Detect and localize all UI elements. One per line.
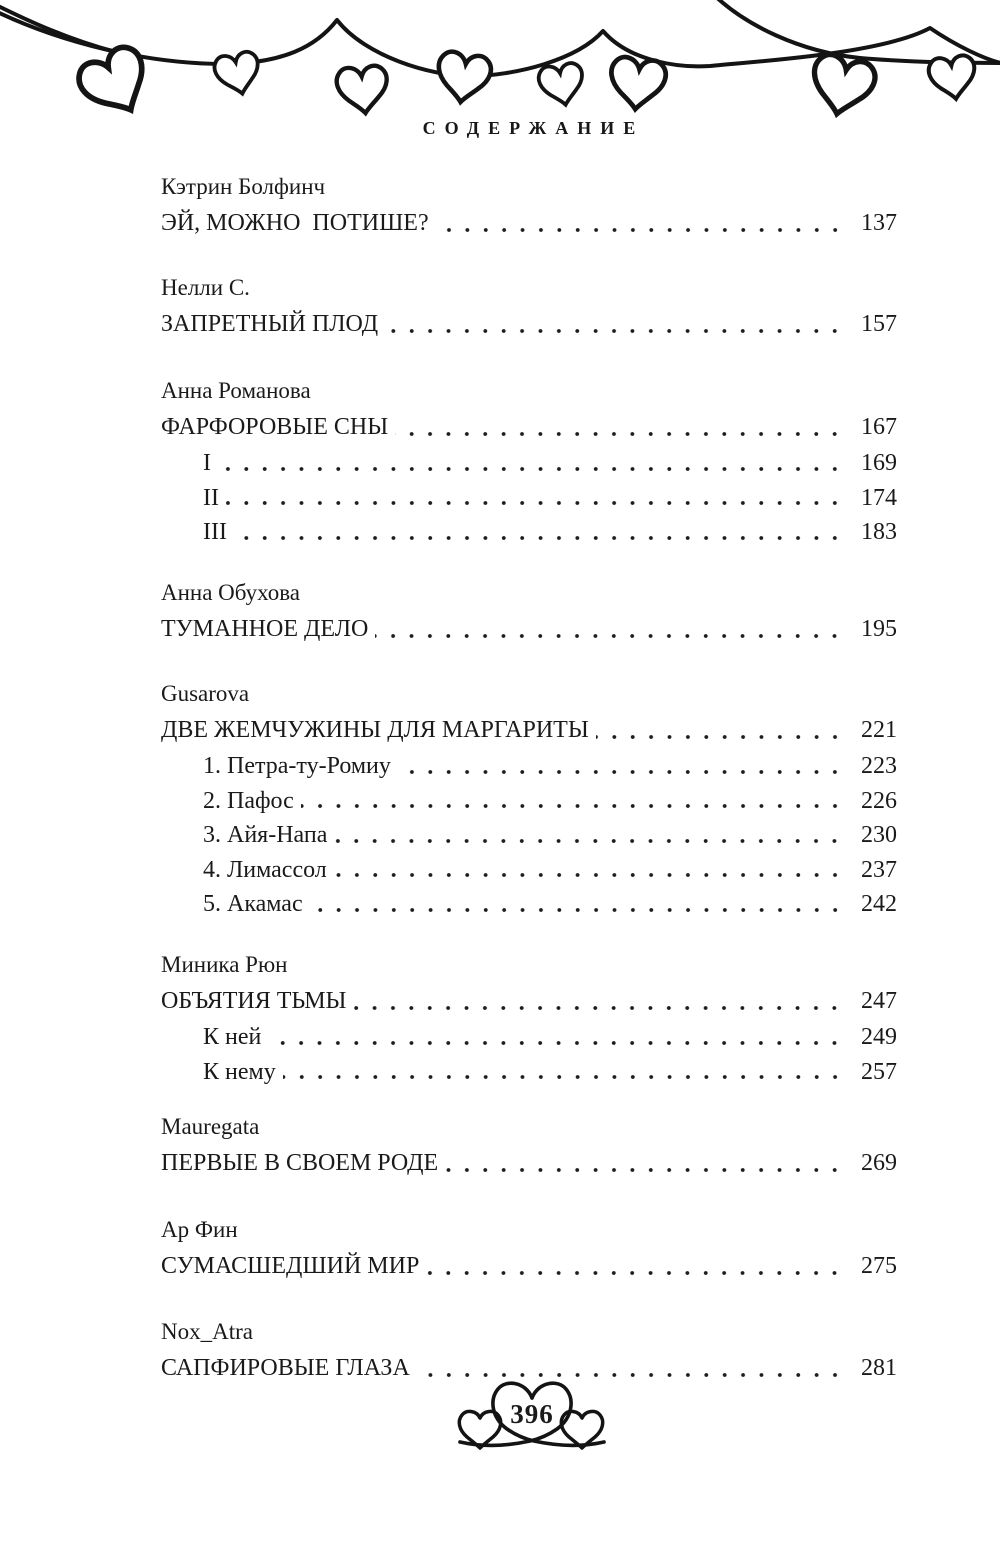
toc-entry — [161, 946, 897, 1089]
toc-sub-title: К ней — [203, 1024, 262, 1050]
toc-sub-page-number: 223 — [861, 753, 897, 779]
toc-sub-list — [161, 446, 897, 550]
toc-sub-title: 4. Лимассол — [203, 856, 327, 883]
toc-title: ФАРФОРОВЫЕ СНЫ — [161, 414, 389, 440]
toc-author-row — [161, 675, 897, 712]
dot-leader — [385, 328, 844, 334]
toc-page-number: 137 — [861, 210, 897, 236]
toc-sub-title: I — [203, 450, 211, 476]
toc-page-number: 247 — [861, 988, 897, 1014]
dot-leader — [375, 633, 844, 639]
toc-author-row — [161, 269, 897, 306]
toc-sub-page-number: 183 — [861, 519, 897, 545]
toc-entry — [161, 574, 897, 648]
toc-author-row — [161, 574, 897, 611]
toc-title: ОБЪЯТИЯ ТЬМЫ — [161, 988, 347, 1014]
dot-leader — [398, 769, 844, 775]
toc-author: Миника Рюн — [161, 952, 288, 977]
toc-title-row — [161, 983, 897, 1020]
dot-leader — [268, 1040, 844, 1046]
heart-icon — [807, 52, 878, 120]
toc-author-row — [161, 372, 897, 409]
heart-icon — [212, 49, 263, 98]
toc-sub-title: III — [203, 519, 227, 545]
toc-sub-title: II — [203, 484, 219, 511]
toc-title: ТУМАННОЕ ДЕЛО — [161, 616, 369, 642]
toc-title-row — [161, 1248, 897, 1285]
toc-title-row — [161, 1145, 897, 1182]
garland-string — [0, 2, 116, 52]
toc-sub-title: 5. Акамас — [203, 891, 303, 917]
heart-icon — [335, 64, 390, 116]
toc-sub-page-number: 237 — [861, 856, 897, 883]
toc-sub-title: 1. Петра-ту-Ромиу — [203, 753, 391, 779]
toc-title: СУМАСШЕДШИЙ МИР — [161, 1253, 420, 1279]
toc-sub-title: 2. Пафос — [203, 787, 294, 814]
dot-leader — [226, 500, 844, 506]
heart-icon — [537, 61, 587, 109]
toc-sub-page-number: 174 — [861, 484, 897, 511]
toc-sub-page-number: 230 — [861, 822, 897, 848]
toc-page-number: 275 — [861, 1253, 897, 1279]
dot-leader — [445, 1167, 844, 1173]
toc-entry — [161, 269, 897, 343]
dot-leader — [218, 466, 844, 472]
toc-title: ДВЕ ЖЕМЧУЖИНЫ ДЛЯ МАРГАРИТЫ — [161, 717, 589, 743]
dot-leader — [436, 227, 844, 233]
heart-icon — [434, 50, 493, 106]
dot-leader — [334, 872, 844, 878]
toc-author-row — [161, 946, 897, 983]
dot-leader — [234, 535, 844, 541]
dot-leader — [426, 1270, 844, 1276]
toc-sub-list — [161, 1020, 897, 1089]
folio-page-number: 396 — [510, 1399, 554, 1429]
toc-sub-title: К нему — [203, 1058, 276, 1085]
toc-sub-row — [161, 481, 897, 516]
toc-title-row — [161, 205, 897, 242]
toc-author: Gusarova — [161, 681, 250, 706]
toc-author: Ар Фин — [161, 1217, 238, 1242]
toc-sub-row — [161, 446, 897, 481]
toc-sub-page-number: 257 — [861, 1058, 897, 1085]
toc-page-number: 157 — [861, 311, 897, 337]
toc-author: Нелли С. — [161, 275, 250, 300]
toc-page-number: 167 — [861, 414, 897, 440]
toc-page-number: 281 — [861, 1355, 897, 1381]
dot-leader — [301, 803, 844, 809]
toc-entry — [161, 1313, 897, 1387]
heart-icon — [608, 56, 667, 112]
toc-entry — [161, 1211, 897, 1285]
toc-title: САПФИРОВЫЕ ГЛАЗА — [161, 1355, 410, 1381]
page-title: СОДЕРЖАНИЕ — [422, 118, 645, 138]
dot-leader — [395, 431, 844, 437]
toc-author-row — [161, 1211, 897, 1248]
toc-page-number: 195 — [861, 616, 897, 642]
toc-entry — [161, 1108, 897, 1182]
dot-leader — [283, 1074, 844, 1080]
toc-entry — [161, 675, 897, 922]
toc-title-row — [161, 409, 897, 446]
dot-leader — [334, 838, 844, 844]
toc-page-number: 221 — [861, 717, 897, 743]
dot-leader — [353, 1005, 844, 1011]
toc-entry — [161, 372, 897, 550]
toc-author: Mauregata — [161, 1114, 260, 1139]
toc-author-row — [161, 1313, 897, 1350]
toc-author: Анна Обухова — [161, 580, 301, 605]
dot-leader — [310, 907, 844, 913]
toc-author: Анна Романова — [161, 378, 311, 403]
toc-sub-page-number: 169 — [861, 450, 897, 476]
toc-sub-row — [161, 853, 897, 888]
toc-author-row — [161, 1108, 897, 1145]
toc-title-row — [161, 611, 897, 648]
toc-title-row — [161, 712, 897, 749]
toc-author: Nox_Atra — [161, 1319, 253, 1344]
toc-sub-page-number: 226 — [861, 787, 897, 814]
toc-sub-row — [161, 887, 897, 922]
toc-author-row — [161, 168, 897, 205]
toc-sub-page-number: 242 — [861, 891, 897, 917]
garland-string — [713, 0, 1000, 63]
toc-title: ЭЙ, МОЖНО ПОТИШЕ? — [161, 210, 429, 236]
toc-page-number: 269 — [861, 1150, 897, 1176]
heart-icon — [927, 53, 978, 102]
toc-title-row — [161, 306, 897, 343]
toc-sub-row — [161, 515, 897, 550]
toc-entry — [161, 168, 897, 242]
toc-sub-row — [161, 818, 897, 853]
dot-leader — [596, 734, 844, 740]
toc-sub-row — [161, 1055, 897, 1090]
toc-sub-row — [161, 784, 897, 819]
heart-icon — [73, 41, 159, 125]
toc-sub-page-number: 249 — [861, 1024, 897, 1050]
toc-sub-list — [161, 749, 897, 922]
toc-title: ЗАПРЕТНЫЙ ПЛОД — [161, 311, 379, 337]
toc-sub-row — [161, 1020, 897, 1055]
toc-sub-row — [161, 749, 897, 784]
toc-sub-title: 3. Айя-Напа — [203, 822, 328, 848]
toc-title: ПЕРВЫЕ В СВОЕМ РОДЕ — [161, 1150, 439, 1176]
toc-author: Кэтрин Болфинч — [161, 174, 326, 199]
